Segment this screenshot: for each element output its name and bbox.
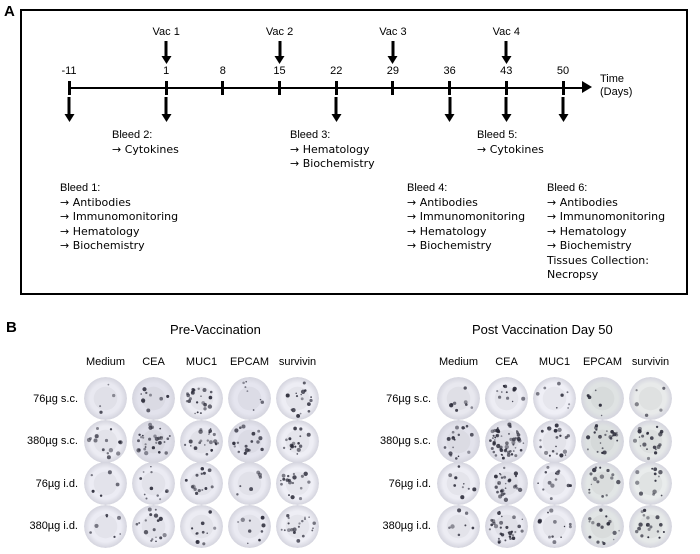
timeline-tick: [165, 81, 168, 95]
elispot-well: [533, 420, 576, 463]
plate-row-label: 76µg s.c.: [33, 392, 78, 405]
plate-row-label: 76µg i.d.: [35, 477, 78, 490]
elispot-well: [132, 462, 175, 505]
elispot-well: [228, 505, 271, 548]
plate-group-title: Pre-Vaccination: [170, 322, 261, 337]
bleed-arrow-icon: [562, 97, 565, 114]
bleed-block-item: → Biochemistry: [547, 239, 632, 252]
plate-column-header: Medium: [85, 356, 126, 368]
timeline-tick-label: 1: [163, 65, 170, 77]
plate-column-header: survivin: [278, 356, 317, 368]
plate-row-label: 380µg i.d.: [29, 520, 78, 532]
elispot-well: [629, 420, 672, 463]
bleed-block: [547, 181, 665, 283]
timeline-tick: [562, 81, 565, 95]
bleed-block-item: → Hematology: [547, 224, 627, 238]
bleed-block-item: → Cytokines: [112, 142, 179, 156]
plate-column-header: survivin: [631, 356, 670, 368]
timeline-tick: [278, 81, 281, 95]
elispot-well: [276, 420, 319, 463]
bleed-arrow-icon: [448, 97, 451, 114]
elispot-well: [437, 420, 480, 463]
plate-row-label: 380µg s.c.: [380, 435, 431, 447]
vaccination-label: Vac 4: [492, 26, 520, 38]
bleed-block-item: → Biochemistry: [60, 239, 145, 252]
bleed-block: [112, 128, 179, 157]
time-axis-title-line2: (Days): [600, 86, 633, 98]
elispot-well: [132, 420, 175, 463]
plate-row-label: 76µg i.d.: [388, 477, 431, 490]
elispot-well: [276, 462, 319, 505]
elispot-well: [180, 377, 223, 420]
plate-row-label: 380µg i.d.: [382, 520, 431, 532]
bleed-block-title: Bleed 5:: [477, 129, 518, 141]
elispot-well: [437, 505, 480, 548]
elispot-well: [132, 505, 175, 548]
timeline-axis-arrowhead: [582, 81, 592, 93]
bleed-block: [290, 128, 375, 172]
elispot-well: [437, 462, 480, 505]
study-timeline: [22, 11, 686, 293]
elispot-well: [629, 505, 672, 548]
plate-column-header: EPCAM: [582, 356, 623, 368]
bleed-arrow-icon: [165, 97, 168, 114]
timeline-tick-label: 29: [386, 65, 400, 77]
timeline-tick: [448, 81, 451, 95]
panel-a-letter: A: [4, 3, 15, 20]
vaccination-arrow-icon: [278, 41, 281, 56]
panel-a-timeline-box: [20, 9, 688, 295]
time-axis-title: [600, 73, 632, 99]
elispot-well: [276, 505, 319, 548]
elispot-well: [485, 377, 528, 420]
plate-column-header: Medium: [438, 356, 479, 368]
bleed-block-item: → Cytokines: [477, 142, 544, 156]
bleed-block-item: → Immunomonitoring: [407, 210, 526, 223]
timeline-tick-label: 22: [330, 65, 343, 77]
plate-group-title: Post Vaccination Day 50: [472, 322, 613, 337]
elispot-well: [581, 505, 624, 548]
elispot-well: [180, 505, 223, 548]
elispot-well: [581, 420, 624, 463]
elispot-well: [533, 505, 576, 548]
bleed-block-item: → Hematology: [407, 224, 487, 238]
bleed-block-item: → Hematology: [290, 142, 370, 156]
vaccination-arrow-icon: [165, 41, 168, 56]
elispot-well: [84, 377, 127, 420]
bleed-arrow-icon: [68, 97, 71, 114]
elispot-well: [180, 462, 223, 505]
elispot-well: [180, 420, 223, 463]
timeline-tick-label: 15: [273, 65, 286, 77]
vaccination-arrow-icon: [391, 41, 394, 56]
plate-row-label: 76µg s.c.: [386, 392, 431, 405]
elispot-well: [276, 377, 319, 420]
bleed-block-item: Tissues Collection:: [547, 253, 649, 267]
bleed-block-title: Bleed 4:: [407, 182, 448, 194]
elispot-well: [132, 377, 175, 420]
timeline-tick: [505, 81, 508, 95]
timeline-tick-label: -11: [61, 65, 77, 77]
timeline-tick-label: 8: [219, 65, 226, 77]
elispot-well: [629, 462, 672, 505]
elispot-well: [228, 462, 271, 505]
bleed-block-item: → Antibodies: [407, 195, 478, 209]
elispot-well: [485, 462, 528, 505]
bleed-block-title: Bleed 2:: [112, 129, 153, 141]
bleed-block-title: Bleed 6:: [547, 182, 588, 194]
bleed-block-title: Bleed 1:: [60, 182, 101, 194]
bleed-arrow-icon: [505, 97, 508, 114]
bleed-block-item: → Biochemistry: [290, 157, 375, 170]
bleed-block: [60, 181, 178, 254]
timeline-tick-label: 43: [500, 65, 513, 77]
plate-column-header: MUC1: [185, 356, 218, 368]
elispot-well: [485, 505, 528, 548]
bleed-block-item: Necropsy: [547, 268, 599, 281]
vaccination-arrow-icon: [505, 41, 508, 56]
elispot-well: [84, 420, 127, 463]
bleed-block-item: → Antibodies: [60, 195, 131, 209]
timeline-tick: [68, 81, 71, 95]
bleed-block: [477, 128, 544, 157]
plate-column-header: EPCAM: [229, 356, 270, 368]
elispot-well: [581, 462, 624, 505]
elispot-well: [485, 420, 528, 463]
bleed-block-item: → Antibodies: [547, 195, 618, 209]
panel-b-letter: B: [6, 319, 17, 336]
timeline-tick: [335, 81, 338, 95]
timeline-tick: [221, 81, 224, 95]
timeline-tick: [391, 81, 394, 95]
bleed-block-item: → Immunomonitoring: [547, 210, 666, 223]
bleed-block-item: → Hematology: [60, 224, 140, 238]
elispot-well: [533, 377, 576, 420]
bleed-arrow-icon: [335, 97, 338, 114]
vaccination-label: Vac 3: [379, 26, 407, 38]
elispot-well: [437, 377, 480, 420]
bleed-block-title: Bleed 3:: [290, 129, 331, 141]
bleed-block-item: → Biochemistry: [407, 239, 492, 252]
plate-row-label: 380µg s.c.: [27, 435, 78, 447]
time-axis-title-line1: Time: [600, 73, 625, 85]
plate-column-header: CEA: [142, 356, 165, 368]
elispot-well: [84, 505, 127, 548]
bleed-block-item: → Immunomonitoring: [60, 210, 179, 223]
bleed-block: [407, 181, 525, 254]
elispot-well: [228, 420, 271, 463]
plate-column-header: CEA: [495, 356, 518, 368]
elispot-well: [228, 377, 271, 420]
elispot-well: [629, 377, 672, 420]
elispot-well: [533, 462, 576, 505]
timeline-tick-label: 36: [443, 65, 456, 77]
vaccination-label: Vac 2: [265, 26, 294, 38]
elispot-well: [581, 377, 624, 420]
timeline-tick-label: 50: [556, 65, 570, 77]
plate-column-header: MUC1: [538, 356, 571, 368]
vaccination-label: Vac 1: [152, 26, 180, 38]
elispot-well: [84, 462, 127, 505]
